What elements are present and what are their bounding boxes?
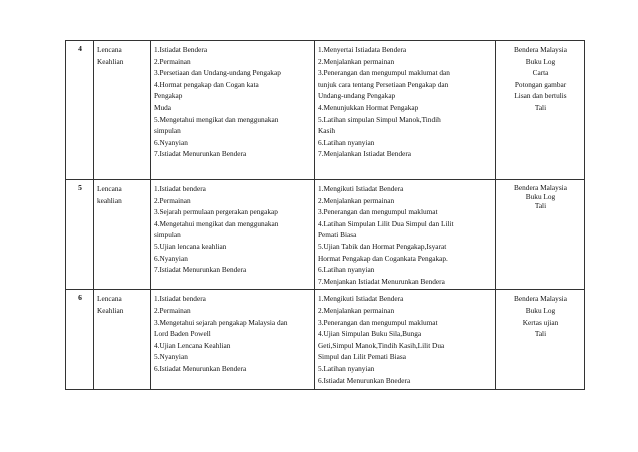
table-row	[66, 180, 585, 290]
content-line: simpulan	[154, 230, 181, 240]
topic-line: keahlian	[97, 195, 122, 205]
content-line: 2.Permainan	[154, 305, 191, 315]
activity-line: 6.Latihan nyanyian	[318, 137, 375, 147]
content-line: simpulan	[154, 126, 181, 136]
materials-cell	[496, 290, 585, 390]
materials-cell	[496, 180, 585, 290]
lesson-plan-table	[65, 40, 585, 390]
activity-line: 1.Menyertai Istiadata Bendera	[318, 45, 407, 54]
content-line: 5.Ujian lencana keahlian	[154, 241, 227, 251]
content-line: 3.Sejarah permulaan pergerakan pengakap	[154, 207, 278, 217]
content-line: 6.Nyanyian	[154, 253, 188, 263]
activity-line: 5.Latihan nyanyian	[318, 363, 375, 373]
activity-line: 4.Ujian Simpulan Buku Sila,Bunga	[318, 329, 422, 339]
activity-line: 7.Menjalankan Istiadat Bendera	[318, 149, 411, 159]
material-line: Tali	[534, 329, 547, 339]
material-line: Potongan gambar	[514, 79, 567, 89]
content-line: 7.Istiadat Menurunkan Bendera	[154, 149, 247, 159]
activity-line: 2.Menjalankan permainan	[318, 305, 395, 315]
content-line: Muda	[154, 102, 172, 112]
content-line: 1.Istiadat bendera	[154, 294, 206, 304]
content-line: 6.Nyanyian	[154, 137, 188, 147]
topic-line: Lencana	[97, 294, 122, 304]
content-line: 3.Persetiaan dan Undang-undang Pengakap	[154, 68, 281, 78]
activity-line: tunjuk cara tentang Persetiaan Pengakap dan	[318, 79, 449, 89]
material-line: Tali	[534, 201, 547, 210]
activity-line: 5.Ujian Tabik dan Hormat Pengakap,Isyarat	[318, 241, 447, 251]
activity-line: 4.Menunjukkan Hormat Pengakap	[318, 102, 419, 112]
content-line: 4.Mengetahui mengikat dan menggunakan	[154, 218, 279, 228]
activity-line: Kasih	[318, 126, 336, 136]
material-line: Bendera Malaysia	[514, 45, 567, 54]
table-row	[66, 290, 585, 390]
activity-line: Simpul dan Lilit Pemati Biasa	[318, 352, 406, 362]
activities-cell	[315, 41, 496, 180]
activity-line: 1.Mengikuti Istiadat Bendera	[318, 294, 404, 304]
activity-line: 4.Latihan Simpulan Lilit Dua Simpul dan Lilit	[318, 218, 454, 228]
material-line: Kertas ujian	[522, 317, 559, 327]
topic-line: Lencana	[97, 184, 122, 193]
activity-line: 2.Menjalankan permainan	[318, 195, 395, 205]
week-number-cell: 4	[66, 41, 94, 180]
activity-line: 3.Penerangan dan mengumpul maklumat dan	[318, 68, 450, 78]
content-line: 3.Mengetahui sejarah pengakap Malaysia dan	[154, 317, 288, 327]
topic-cell	[94, 290, 151, 390]
material-line: Buku Log	[525, 56, 556, 66]
material-line: Buku Log	[525, 305, 556, 315]
content-cell	[151, 290, 315, 390]
materials-cell	[496, 41, 585, 180]
activity-line: 3.Penerangan dan mengumpul maklumat	[318, 317, 438, 327]
table-body	[66, 41, 585, 390]
content-line: Lord Baden Powell	[154, 329, 211, 339]
content-line: 4.Hormat pengakap dan Cogan kata	[154, 79, 259, 89]
activity-line: Undang-undang Pengakap	[318, 91, 396, 101]
activity-line: 2.Menjalankan permainan	[318, 56, 395, 66]
topic-line: Keahlian	[97, 56, 124, 66]
content-line: 2.Permainan	[154, 195, 191, 205]
content-line: 1.Istiadat Bendera	[154, 45, 208, 54]
content-line: 6.Istiadat Menurunkan Bendera	[154, 363, 247, 373]
content-line: 7.Istiadat Menurunkan Bendera	[154, 265, 247, 275]
week-number-cell: 6	[66, 290, 94, 390]
activity-line: 1.Mengikuti Istiadat Bendera	[318, 184, 404, 193]
table-row	[66, 41, 585, 180]
activity-line: 6.Latihan nyanyian	[318, 265, 375, 275]
material-line: Bendera Malaysia	[514, 183, 567, 192]
topic-cell	[94, 180, 151, 290]
content-line: 5.Mengetahui mengikat dan menggunakan	[154, 114, 279, 124]
content-line: 5.Nyanyian	[154, 352, 188, 362]
content-line: 2.Permainan	[154, 56, 191, 66]
week-number-cell: 5	[66, 180, 94, 290]
activity-line: 3.Penerangan dan mengumpul maklumat	[318, 207, 438, 217]
activities-cell	[315, 290, 496, 390]
activity-line: 7.Menjankan Istiadat Menurunkan Bendera	[318, 276, 445, 286]
activities-cell	[315, 180, 496, 290]
activity-line: Pemati Biasa	[318, 230, 357, 240]
topic-line: Keahlian	[97, 305, 124, 315]
content-line: Pengakap	[154, 91, 183, 101]
content-line: 4.Ujian Lencana Keahlian	[154, 340, 231, 350]
topic-cell	[94, 41, 151, 180]
content-line: 1.Istiadat bendera	[154, 184, 206, 193]
activity-line: Hormat Pengakap dan Cogankata Pengakap.	[318, 253, 448, 263]
activity-line: Geti,Simpul Manok,Tindih Kasih,Lilit Dua	[318, 340, 445, 350]
content-cell	[151, 180, 315, 290]
activity-line: 6.Istiadat Menurunkan Bnedera	[318, 375, 411, 385]
activity-line: 5.Latihan simpulan Simpul Manok,Tindih	[318, 114, 441, 124]
content-cell	[151, 41, 315, 180]
topic-line: Lencana	[97, 45, 122, 54]
material-line: Lisan dan bertulis	[514, 91, 567, 101]
material-line: Bendera Malaysia	[514, 294, 567, 304]
material-line: Carta	[532, 68, 549, 78]
material-line: Tali	[534, 102, 547, 112]
material-line: Buku Log	[525, 192, 556, 201]
